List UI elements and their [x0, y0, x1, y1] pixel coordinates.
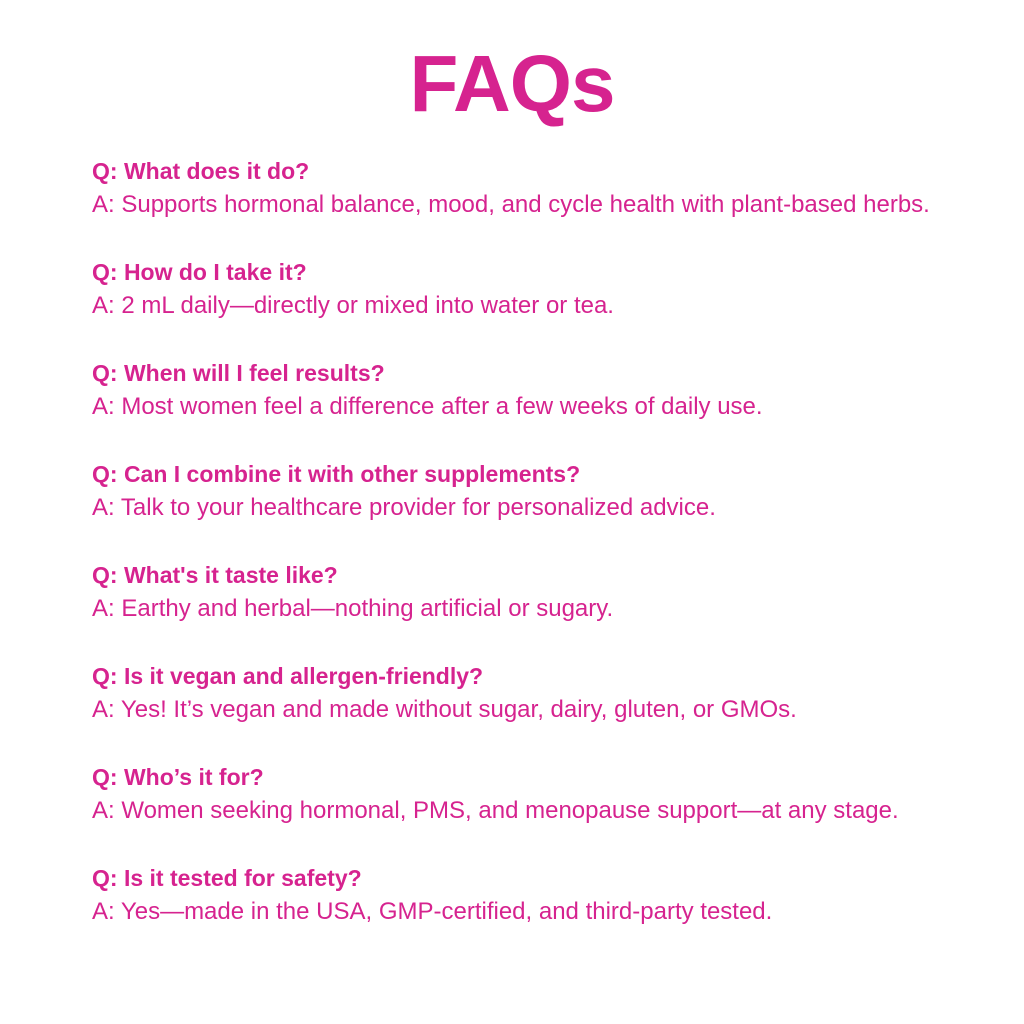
- faq-answer: A: Women seeking hormonal, PMS, and menopause support—at any stage.: [92, 797, 899, 824]
- faq-item: [92, 256, 972, 322]
- faq-item: [92, 155, 972, 221]
- faq-question: Q: What's it taste like?: [92, 562, 338, 588]
- faq-item: [92, 357, 972, 423]
- faq-question: Q: Is it vegan and allergen-friendly?: [92, 663, 484, 689]
- faq-item: [92, 862, 972, 928]
- faq-list: [92, 155, 972, 963]
- faq-answer: A: Talk to your healthcare provider for personalized advice.: [92, 494, 716, 521]
- faq-question: Q: When will I feel results?: [92, 360, 385, 386]
- faq-answer: A: Most women feel a difference after a few weeks of daily use.: [92, 393, 763, 420]
- faq-question: Q: Is it tested for safety?: [92, 865, 362, 891]
- faq-answer: A: 2 mL daily—directly or mixed into water or tea.: [92, 292, 614, 319]
- faq-question: Q: How do I take it?: [92, 259, 307, 285]
- faq-question: Q: What does it do?: [92, 158, 310, 184]
- faq-question: Q: Who’s it for?: [92, 764, 264, 790]
- faq-item: [92, 559, 972, 625]
- faq-answer: A: Earthy and herbal—nothing artificial or sugary.: [92, 595, 614, 622]
- faq-answer: A: Supports hormonal balance, mood, and cycle health with plant-based herbs.: [92, 191, 930, 218]
- faq-item: [92, 761, 972, 827]
- faq-item: [92, 660, 972, 726]
- faq-answer: A: Yes! It’s vegan and made without sugar, dairy, gluten, or GMOs.: [92, 696, 797, 723]
- faq-question: Q: Can I combine it with other supplements?: [92, 461, 581, 487]
- page-title: FAQs: [409, 39, 615, 128]
- faq-answer: A: Yes—made in the USA, GMP-certified, and third-party tested.: [92, 898, 773, 925]
- faq-item: [92, 458, 972, 524]
